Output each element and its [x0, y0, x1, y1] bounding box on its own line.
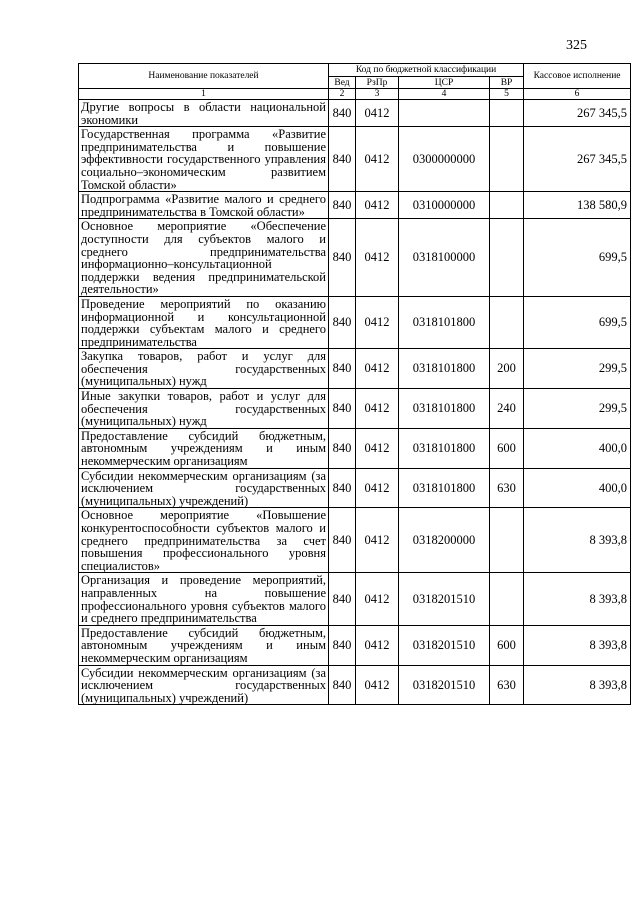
- row-vr: [490, 219, 524, 297]
- row-ved: 840: [329, 100, 356, 127]
- row-vr: [490, 192, 524, 219]
- row-vr: 240: [490, 389, 524, 429]
- row-rzpr: 0412: [356, 296, 399, 348]
- table-row: [79, 192, 631, 219]
- budget-table: [78, 63, 631, 705]
- row-amount: 400,0: [524, 468, 631, 508]
- row-name: Проведение мероприятий по оказанию информационной и консультационной поддержки субъектам малого и среднего предпринимательства: [79, 296, 329, 348]
- row-rzpr: 0412: [356, 573, 399, 625]
- row-csr: 0318101800: [399, 468, 490, 508]
- index-cell: 1: [79, 89, 329, 100]
- header-ved: Вед: [329, 77, 356, 89]
- row-rzpr: 0412: [356, 428, 399, 468]
- row-rzpr: 0412: [356, 219, 399, 297]
- row-name: Предоставление субсидий бюджетным, автономным учреждениям и иным некоммерческим организациям: [79, 428, 329, 468]
- table-row: [79, 127, 631, 192]
- row-rzpr: 0412: [356, 508, 399, 573]
- row-amount: 400,0: [524, 428, 631, 468]
- table-row: [79, 296, 631, 348]
- index-cell: 4: [399, 89, 490, 100]
- row-vr: 630: [490, 468, 524, 508]
- row-name: Другие вопросы в области национальной экономики: [79, 100, 329, 127]
- row-amount: 138 580,9: [524, 192, 631, 219]
- row-ved: 840: [329, 296, 356, 348]
- index-cell: 3: [356, 89, 399, 100]
- row-ved: 840: [329, 127, 356, 192]
- row-csr: 0318101800: [399, 349, 490, 389]
- row-amount: 8 393,8: [524, 573, 631, 625]
- row-amount: 8 393,8: [524, 665, 631, 705]
- row-amount: 699,5: [524, 296, 631, 348]
- row-csr: 0318100000: [399, 219, 490, 297]
- header-csr: ЦСР: [399, 77, 490, 89]
- table-row: [79, 573, 631, 625]
- row-csr: 0310000000: [399, 192, 490, 219]
- table-row: [79, 100, 631, 127]
- header-cash-execution: Кассовое исполнение: [524, 64, 631, 89]
- row-ved: 840: [329, 665, 356, 705]
- row-amount: 267 345,5: [524, 127, 631, 192]
- row-vr: [490, 127, 524, 192]
- row-name: Государственная программа «Развитие предпринимательства и повышение эффективности государственного управления социально–экономическим развитием Томской области»: [79, 127, 329, 192]
- row-vr: [490, 508, 524, 573]
- row-csr: 0318201510: [399, 573, 490, 625]
- table-row: [79, 219, 631, 297]
- row-name: Субсидии некоммерческим организациям (за исключением государственных (муниципальных) учреждений): [79, 665, 329, 705]
- header-classification: Код по бюджетной классификации: [329, 64, 524, 77]
- row-vr: 600: [490, 428, 524, 468]
- row-rzpr: 0412: [356, 192, 399, 219]
- row-csr: 0318200000: [399, 508, 490, 573]
- table-row: [79, 625, 631, 665]
- table-row: [79, 389, 631, 429]
- row-csr: 0318101800: [399, 428, 490, 468]
- row-name: Организация и проведение мероприятий, направленных на повышение профессионального уровня субъектов малого и среднего предпринимательства: [79, 573, 329, 625]
- row-vr: [490, 100, 524, 127]
- column-index-row: [79, 89, 631, 100]
- row-amount: 299,5: [524, 389, 631, 429]
- row-rzpr: 0412: [356, 100, 399, 127]
- row-rzpr: 0412: [356, 389, 399, 429]
- row-name: Основное мероприятие «Повышение конкурентоспособности субъектов малого и среднего предпринимательства за счет повышения профессионального уровня специалистов»: [79, 508, 329, 573]
- table-row: [79, 349, 631, 389]
- table-row: [79, 468, 631, 508]
- row-csr: 0318201510: [399, 625, 490, 665]
- row-rzpr: 0412: [356, 625, 399, 665]
- row-ved: 840: [329, 219, 356, 297]
- row-vr: [490, 296, 524, 348]
- row-vr: 200: [490, 349, 524, 389]
- table-row: [79, 508, 631, 573]
- row-name: Иные закупки товаров, работ и услуг для обеспечения государственных (муниципальных) нужд: [79, 389, 329, 429]
- row-ved: 840: [329, 428, 356, 468]
- row-ved: 840: [329, 573, 356, 625]
- row-name: Закупка товаров, работ и услуг для обеспечения государственных (муниципальных) нужд: [79, 349, 329, 389]
- row-vr: 600: [490, 625, 524, 665]
- table-row: [79, 665, 631, 705]
- index-cell: 6: [524, 89, 631, 100]
- row-csr: 0300000000: [399, 127, 490, 192]
- row-ved: 840: [329, 192, 356, 219]
- row-amount: 699,5: [524, 219, 631, 297]
- page-number: 325: [566, 38, 587, 53]
- header-name: Наименование показателей: [79, 64, 329, 89]
- row-ved: 840: [329, 389, 356, 429]
- row-amount: 299,5: [524, 349, 631, 389]
- row-rzpr: 0412: [356, 127, 399, 192]
- row-vr: [490, 573, 524, 625]
- row-csr: 0318101800: [399, 389, 490, 429]
- row-amount: 8 393,8: [524, 508, 631, 573]
- table-row: [79, 428, 631, 468]
- row-rzpr: 0412: [356, 468, 399, 508]
- row-ved: 840: [329, 349, 356, 389]
- index-cell: 5: [490, 89, 524, 100]
- row-csr: [399, 100, 490, 127]
- row-ved: 840: [329, 508, 356, 573]
- row-name: Подпрограмма «Развитие малого и среднего предпринимательства в Томской области»: [79, 192, 329, 219]
- row-name: Основное мероприятие «Обеспечение доступности для субъектов малого и среднего предпринимательства информационно–консультационной поддержки ведения предпринимательской деятельности»: [79, 219, 329, 297]
- header-vr: ВР: [490, 77, 524, 89]
- row-amount: 8 393,8: [524, 625, 631, 665]
- row-name: Субсидии некоммерческим организациям (за исключением государственных (муниципальных) учреждений): [79, 468, 329, 508]
- row-csr: 0318101800: [399, 296, 490, 348]
- row-rzpr: 0412: [356, 349, 399, 389]
- index-cell: 2: [329, 89, 356, 100]
- row-ved: 840: [329, 468, 356, 508]
- row-vr: 630: [490, 665, 524, 705]
- row-rzpr: 0412: [356, 665, 399, 705]
- row-csr: 0318201510: [399, 665, 490, 705]
- row-amount: 267 345,5: [524, 100, 631, 127]
- row-ved: 840: [329, 625, 356, 665]
- header-rzpr: РзПр: [356, 77, 399, 89]
- row-name: Предоставление субсидий бюджетным, автономным учреждениям и иным некоммерческим организациям: [79, 625, 329, 665]
